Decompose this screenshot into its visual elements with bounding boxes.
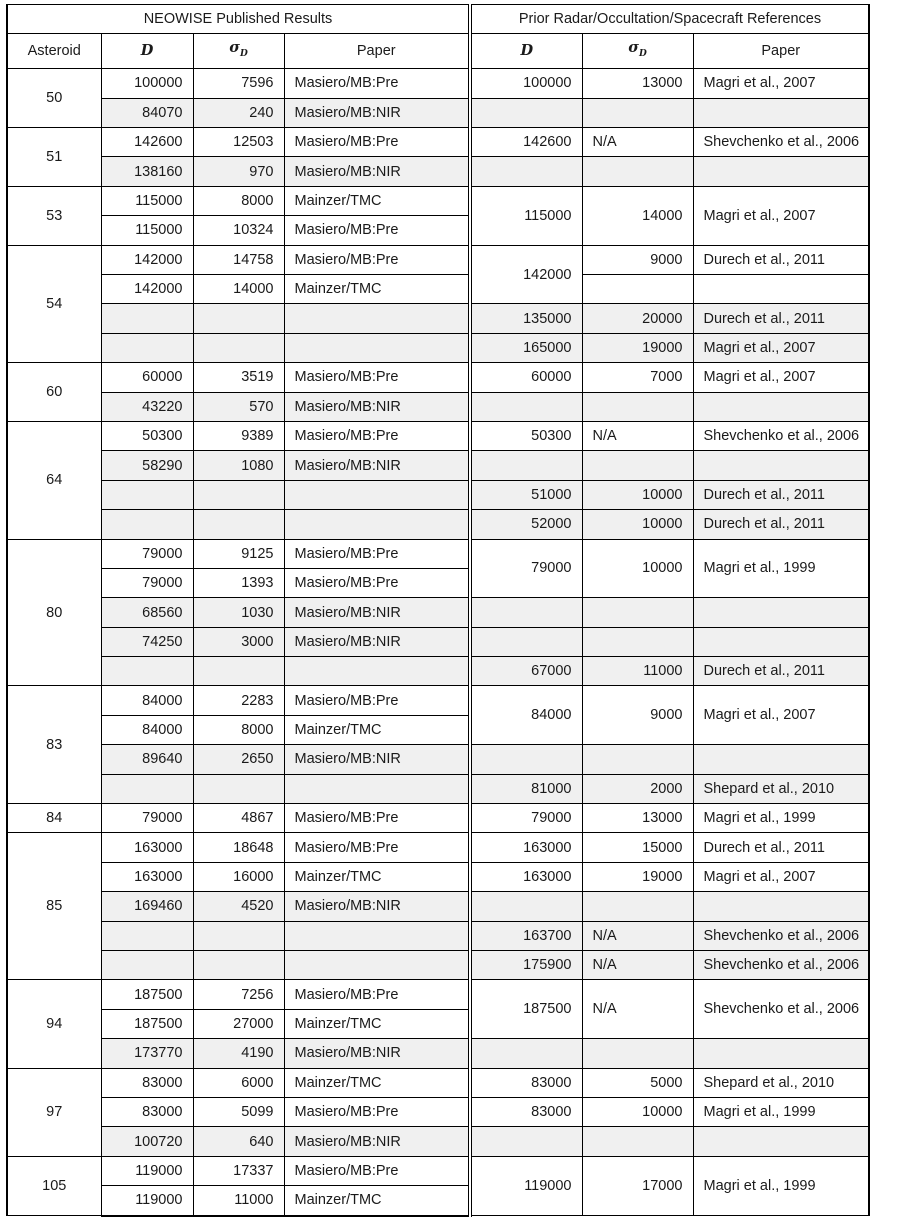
neowise-diameter-cell: 163000 [101,833,193,862]
prior-sigma-cell: 10000 [582,1097,693,1126]
prior-paper-cell [693,627,869,656]
neowise-paper-cell: Masiero/MB:Pre [284,1156,470,1185]
prior-sigma-cell [582,451,693,480]
prior-diameter-cell: 163000 [470,833,582,862]
asteroid-id-cell: 80 [7,539,101,686]
prior-diameter-cell: 83000 [470,1068,582,1097]
neowise-sigma-cell: 1393 [193,568,284,597]
table-row [7,686,869,715]
neowise-paper-cell [284,510,470,539]
prior-paper-cell [693,157,869,186]
asteroid-id-cell: 85 [7,833,101,980]
prior-sigma-cell [582,392,693,421]
neowise-sigma-cell: 4867 [193,804,284,833]
neowise-paper-cell: Mainzer/TMC [284,1068,470,1097]
prior-paper-cell [693,1127,869,1156]
neowise-paper-cell: Mainzer/TMC [284,186,470,215]
prior-diameter-cell: 52000 [470,510,582,539]
neowise-sigma-cell: 12503 [193,128,284,157]
neowise-diameter-cell: 115000 [101,186,193,215]
table-row [7,510,869,539]
prior-diameter-cell: 187500 [470,980,582,1039]
neowise-diameter-cell [101,921,193,950]
table-row [7,1097,869,1126]
prior-sigma-cell: 19000 [582,333,693,362]
table-row [7,980,869,1009]
prior-diameter-cell: 142000 [470,245,582,304]
table-row [7,774,869,803]
asteroid-id-cell: 97 [7,1068,101,1156]
prior-sigma-cell: 14000 [582,186,693,245]
prior-diameter-cell: 79000 [470,539,582,598]
prior-diameter-cell: 135000 [470,304,582,333]
prior-sigma-cell [582,157,693,186]
neowise-paper-cell: Masiero/MB:NIR [284,1127,470,1156]
neowise-diameter-cell: 169460 [101,892,193,921]
prior-paper-cell: Durech et al., 2011 [693,510,869,539]
prior-sigma-cell: 9000 [582,686,693,745]
table-body [7,69,869,1216]
prior-paper-cell: Magri et al., 1999 [693,804,869,833]
neowise-diameter-cell [101,774,193,803]
asteroid-id-cell: 64 [7,421,101,539]
prior-paper-cell [693,892,869,921]
neowise-diameter-cell: 187500 [101,980,193,1009]
table-row [7,745,869,774]
neowise-group-header: NEOWISE Published Results [7,5,470,34]
asteroid-id-cell: 84 [7,804,101,833]
d-symbol: D [140,42,154,60]
table-row [7,951,869,980]
prior-sigma-cell: N/A [582,951,693,980]
prior-diameter-cell [470,1127,582,1156]
neowise-diameter-cell: 115000 [101,216,193,245]
prior-sigma-cell: N/A [582,921,693,950]
prior-diameter-cell [470,451,582,480]
prior-sigma-cell: 17000 [582,1156,693,1215]
table-row [7,804,869,833]
prior-diameter-cell: 67000 [470,657,582,686]
prior-paper-cell: Magri et al., 2007 [693,363,869,392]
neowise-paper-cell: Masiero/MB:Pre [284,686,470,715]
neowise-diameter-cell: 142600 [101,128,193,157]
table-row [7,833,869,862]
neowise-sigma-cell [193,480,284,509]
prior-diameter-cell: 100000 [470,69,582,98]
prior-diameter-cell: 165000 [470,333,582,362]
neowise-sigma-cell [193,657,284,686]
prior-paper-cell: Magri et al., 1999 [693,1097,869,1126]
prior-paper-column-header: Paper [693,34,869,69]
prior-sigma-cell [582,745,693,774]
neowise-sigma-cell: 10324 [193,216,284,245]
neowise-sigma-cell [193,333,284,362]
neowise-sigma-cell: 570 [193,392,284,421]
neowise-sigma-cell: 640 [193,1127,284,1156]
neowise-sigma-cell [193,951,284,980]
prior-diameter-cell: 163700 [470,921,582,950]
sigma-symbol: σ [628,39,639,57]
prior-paper-cell: Durech et al., 2011 [693,245,869,274]
asteroid-id-cell: 54 [7,245,101,363]
prior-paper-cell: Magri et al., 2007 [693,686,869,745]
neowise-paper-cell: Masiero/MB:Pre [284,1097,470,1126]
prior-diameter-cell: 142600 [470,128,582,157]
table-row [7,186,869,215]
prior-sigma-cell: 11000 [582,657,693,686]
prior-paper-cell: Magri et al., 2007 [693,186,869,245]
prior-paper-cell [693,392,869,421]
prior-paper-cell: Magri et al., 2007 [693,862,869,891]
prior-sigma-cell [582,627,693,656]
prior-sigma-cell: 5000 [582,1068,693,1097]
neowise-diameter-cell: 142000 [101,245,193,274]
prior-paper-cell: Magri et al., 2007 [693,69,869,98]
neowise-sigma-cell: 240 [193,98,284,127]
neowise-paper-cell: Masiero/MB:Pre [284,421,470,450]
asteroid-id-cell: 105 [7,1156,101,1215]
neowise-sigma-cell: 27000 [193,1009,284,1038]
prior-sigma-cell: 10000 [582,539,693,598]
neowise-sigma-cell: 3000 [193,627,284,656]
neowise-diameter-cell: 163000 [101,862,193,891]
neowise-paper-cell [284,657,470,686]
neowise-diameter-cell: 68560 [101,598,193,627]
prior-sigma-cell: N/A [582,128,693,157]
prior-sigma-cell: N/A [582,980,693,1039]
prior-sigma-cell: 10000 [582,480,693,509]
prior-paper-cell: Shepard et al., 2010 [693,774,869,803]
neowise-diameter-cell [101,333,193,362]
table-row [7,657,869,686]
table-row [7,157,869,186]
prior-paper-cell [693,275,869,304]
neowise-sigma-cell: 5099 [193,1097,284,1126]
prior-sigma-cell: 20000 [582,304,693,333]
neowise-paper-cell: Masiero/MB:Pre [284,539,470,568]
neowise-paper-cell [284,304,470,333]
prior-paper-cell: Durech et al., 2011 [693,480,869,509]
prior-sigma-cell [582,1039,693,1068]
neowise-sigma-cell: 2650 [193,745,284,774]
neowise-diameter-cell: 74250 [101,627,193,656]
neowise-sigma-cell: 6000 [193,1068,284,1097]
neowise-paper-cell: Masiero/MB:NIR [284,598,470,627]
prior-sigma-cell: 19000 [582,862,693,891]
asteroid-id-cell: 50 [7,69,101,128]
prior-d-column-header [470,34,582,69]
prior-paper-cell [693,451,869,480]
neowise-paper-cell: Masiero/MB:Pre [284,128,470,157]
neowise-sigma-cell: 1030 [193,598,284,627]
prior-sigma-cell [582,1127,693,1156]
neowise-diameter-cell: 84000 [101,686,193,715]
neowise-paper-cell: Masiero/MB:NIR [284,98,470,127]
prior-paper-cell: Magri et al., 2007 [693,333,869,362]
neowise-sigma-cell: 18648 [193,833,284,862]
prior-diameter-cell [470,1039,582,1068]
prior-diameter-cell: 81000 [470,774,582,803]
prior-diameter-cell [470,892,582,921]
neowise-diameter-cell: 79000 [101,804,193,833]
prior-diameter-cell [470,745,582,774]
neowise-diameter-cell: 58290 [101,451,193,480]
prior-sigma-cell [582,892,693,921]
neowise-diameter-cell [101,510,193,539]
prior-sigma-cell: 15000 [582,833,693,862]
neowise-sigma-cell: 7256 [193,980,284,1009]
comparison-table [6,4,870,1217]
neowise-d-column-header [101,34,193,69]
neowise-diameter-cell [101,951,193,980]
asteroid-id-cell: 94 [7,980,101,1068]
neowise-paper-cell [284,333,470,362]
prior-diameter-cell: 119000 [470,1156,582,1215]
table-row [7,627,869,656]
neowise-sigma-cell: 17337 [193,1156,284,1185]
neowise-diameter-cell: 84070 [101,98,193,127]
table-row [7,1068,869,1097]
prior-diameter-cell: 79000 [470,804,582,833]
neowise-paper-cell [284,951,470,980]
asteroid-id-cell: 83 [7,686,101,804]
prior-paper-cell: Shevchenko et al., 2006 [693,980,869,1039]
neowise-diameter-cell: 84000 [101,715,193,744]
neowise-paper-cell: Masiero/MB:Pre [284,980,470,1009]
table-row [7,1156,869,1185]
table-row [7,98,869,127]
asteroid-diameter-table [6,4,870,1217]
neowise-diameter-cell: 173770 [101,1039,193,1068]
neowise-paper-cell: Masiero/MB:NIR [284,745,470,774]
neowise-paper-cell: Masiero/MB:NIR [284,1039,470,1068]
prior-diameter-cell [470,98,582,127]
neowise-diameter-cell: 83000 [101,1097,193,1126]
prior-sigma-cell: 2000 [582,774,693,803]
table-row [7,598,869,627]
neowise-paper-cell: Masiero/MB:Pre [284,363,470,392]
prior-sigma-column-header [582,34,693,69]
neowise-paper-cell: Masiero/MB:Pre [284,245,470,274]
table-row [7,363,869,392]
prior-paper-cell: Durech et al., 2011 [693,304,869,333]
prior-sigma-cell: 13000 [582,69,693,98]
column-header-row [7,34,869,69]
group-header-row [7,5,869,34]
sigma-subscript: D [638,49,647,60]
neowise-sigma-cell: 2283 [193,686,284,715]
asteroid-column-header: Asteroid [7,34,101,69]
neowise-diameter-cell: 43220 [101,392,193,421]
table-row [7,245,869,274]
neowise-paper-cell: Mainzer/TMC [284,1009,470,1038]
prior-diameter-cell [470,157,582,186]
table-row [7,1127,869,1156]
neowise-paper-cell [284,480,470,509]
neowise-diameter-cell [101,480,193,509]
d-symbol: D [520,42,534,60]
prior-diameter-cell: 175900 [470,951,582,980]
prior-sigma-cell: 13000 [582,804,693,833]
prior-diameter-cell [470,627,582,656]
table-row [7,892,869,921]
neowise-sigma-cell: 4520 [193,892,284,921]
table-row [7,69,869,98]
prior-paper-cell: Durech et al., 2011 [693,657,869,686]
prior-paper-cell [693,745,869,774]
neowise-diameter-cell [101,657,193,686]
prior-paper-cell [693,98,869,127]
neowise-sigma-cell: 9389 [193,421,284,450]
prior-diameter-cell: 115000 [470,186,582,245]
table-row [7,1039,869,1068]
neowise-paper-cell: Masiero/MB:NIR [284,627,470,656]
neowise-sigma-cell: 3519 [193,363,284,392]
neowise-sigma-cell: 4190 [193,1039,284,1068]
table-row [7,333,869,362]
neowise-sigma-cell: 11000 [193,1186,284,1216]
neowise-paper-cell [284,774,470,803]
prior-diameter-cell: 83000 [470,1097,582,1126]
neowise-sigma-cell [193,510,284,539]
neowise-diameter-cell: 142000 [101,275,193,304]
prior-diameter-cell: 163000 [470,862,582,891]
neowise-paper-cell: Masiero/MB:NIR [284,892,470,921]
neowise-sigma-cell: 16000 [193,862,284,891]
neowise-paper-cell: Masiero/MB:NIR [284,157,470,186]
neowise-paper-cell: Masiero/MB:Pre [284,216,470,245]
prior-diameter-cell: 84000 [470,686,582,745]
prior-paper-cell: Magri et al., 1999 [693,1156,869,1215]
neowise-paper-cell: Masiero/MB:NIR [284,392,470,421]
neowise-sigma-cell: 14758 [193,245,284,274]
neowise-diameter-cell: 100000 [101,69,193,98]
neowise-diameter-cell: 119000 [101,1156,193,1185]
table-row [7,480,869,509]
table-row [7,304,869,333]
neowise-sigma-cell: 970 [193,157,284,186]
neowise-sigma-cell: 14000 [193,275,284,304]
neowise-paper-cell: Masiero/MB:NIR [284,451,470,480]
neowise-diameter-cell: 89640 [101,745,193,774]
table-row [7,539,869,568]
prior-paper-cell: Shevchenko et al., 2006 [693,951,869,980]
prior-sigma-cell [582,275,693,304]
prior-group-header: Prior Radar/Occultation/Spacecraft References [470,5,869,34]
neowise-diameter-cell: 50300 [101,421,193,450]
prior-paper-cell [693,598,869,627]
neowise-diameter-cell: 138160 [101,157,193,186]
neowise-diameter-cell: 187500 [101,1009,193,1038]
prior-diameter-cell: 60000 [470,363,582,392]
neowise-diameter-cell: 100720 [101,1127,193,1156]
prior-sigma-cell: 10000 [582,510,693,539]
neowise-sigma-cell: 9125 [193,539,284,568]
neowise-paper-cell: Masiero/MB:Pre [284,804,470,833]
table-row [7,421,869,450]
prior-sigma-cell [582,598,693,627]
neowise-paper-cell: Masiero/MB:Pre [284,833,470,862]
neowise-sigma-cell: 8000 [193,186,284,215]
neowise-sigma-cell: 8000 [193,715,284,744]
prior-diameter-cell [470,598,582,627]
prior-sigma-cell: 7000 [582,363,693,392]
asteroid-id-cell: 53 [7,186,101,245]
prior-paper-cell: Magri et al., 1999 [693,539,869,598]
table-row [7,862,869,891]
table-row [7,275,869,304]
asteroid-id-cell: 51 [7,128,101,187]
sigma-symbol: σ [229,39,240,57]
prior-paper-cell: Durech et al., 2011 [693,833,869,862]
sigma-subscript: D [239,49,248,60]
neowise-paper-column-header: Paper [284,34,470,69]
neowise-sigma-cell [193,304,284,333]
neowise-sigma-cell: 7596 [193,69,284,98]
neowise-paper-cell: Mainzer/TMC [284,862,470,891]
table-row [7,921,869,950]
prior-paper-cell [693,1039,869,1068]
prior-diameter-cell: 50300 [470,421,582,450]
table-row [7,392,869,421]
prior-paper-cell: Shepard et al., 2010 [693,1068,869,1097]
prior-diameter-cell [470,392,582,421]
table-row [7,451,869,480]
prior-diameter-cell: 51000 [470,480,582,509]
neowise-paper-cell: Mainzer/TMC [284,275,470,304]
prior-paper-cell: Shevchenko et al., 2006 [693,128,869,157]
neowise-paper-cell [284,921,470,950]
neowise-diameter-cell [101,304,193,333]
neowise-sigma-column-header [193,34,284,69]
prior-paper-cell: Shevchenko et al., 2006 [693,921,869,950]
prior-paper-cell: Shevchenko et al., 2006 [693,421,869,450]
neowise-diameter-cell: 79000 [101,568,193,597]
neowise-diameter-cell: 60000 [101,363,193,392]
neowise-diameter-cell: 79000 [101,539,193,568]
neowise-paper-cell: Masiero/MB:Pre [284,568,470,597]
prior-sigma-cell: 9000 [582,245,693,274]
neowise-sigma-cell [193,921,284,950]
neowise-paper-cell: Masiero/MB:Pre [284,69,470,98]
prior-sigma-cell [582,98,693,127]
neowise-paper-cell: Mainzer/TMC [284,715,470,744]
neowise-paper-cell: Mainzer/TMC [284,1186,470,1216]
neowise-diameter-cell: 83000 [101,1068,193,1097]
prior-sigma-cell: N/A [582,421,693,450]
neowise-sigma-cell: 1080 [193,451,284,480]
neowise-diameter-cell: 119000 [101,1186,193,1216]
table-row [7,128,869,157]
asteroid-id-cell: 60 [7,363,101,422]
neowise-sigma-cell [193,774,284,803]
